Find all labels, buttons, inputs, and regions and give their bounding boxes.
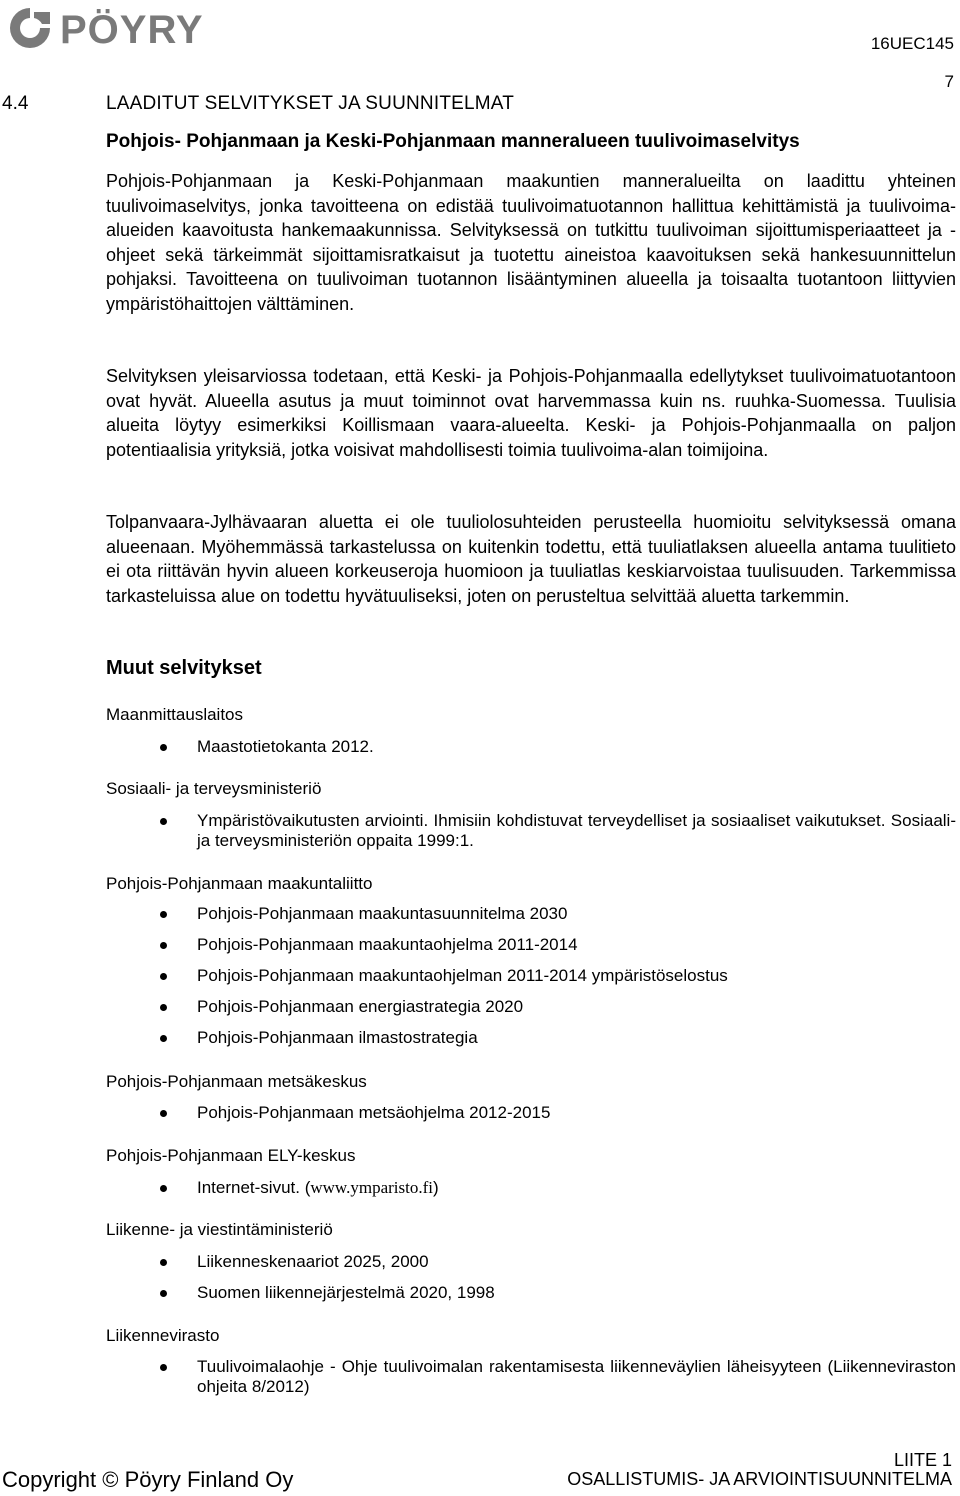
bullet-icon xyxy=(160,1185,167,1192)
reference-list xyxy=(160,811,956,851)
list-item: Maastotietokanta 2012. xyxy=(160,737,956,757)
bullet-icon xyxy=(160,942,167,949)
list-item: Pohjois-Pohjanmaan metsäohjelma 2012-2015 xyxy=(160,1103,956,1123)
section-subtitle: Pohjois- Pohjanmaan ja Keski-Pohjanmaan manneralueen tuulivoimaselvitys xyxy=(106,131,800,152)
organization-label: Pohjois-Pohjanmaan maakuntaliitto xyxy=(106,874,373,893)
reference-list xyxy=(160,1252,956,1303)
other-reports-heading: Muut selvitykset xyxy=(106,657,262,679)
bullet-icon xyxy=(160,911,167,918)
list-item: Ympäristövaikutusten arviointi. Ihmisiin kohdistuvat terveydelliset ja sosiaaliset vaikutukset. Sosiaali- ja terveysministeriön oppaita 1999:1. xyxy=(160,811,956,851)
page-number: 7 xyxy=(944,72,954,91)
organization-label: Pohjois-Pohjanmaan metsäkeskus xyxy=(106,1072,367,1091)
bullet-icon xyxy=(160,1259,167,1266)
list-item: Internet-sivut. (www.ymparisto.fi) xyxy=(160,1178,956,1198)
section-title: LAADITUT SELVITYKSET JA SUUNNITELMAT xyxy=(106,93,515,114)
organization-label: Pohjois-Pohjanmaan ELY-keskus xyxy=(106,1146,356,1165)
list-item: Pohjois-Pohjanmaan maakuntasuunnitelma 2030 xyxy=(160,904,956,924)
reference-list xyxy=(160,1103,956,1123)
poyry-logo xyxy=(6,4,266,52)
organization-label: Liikenne- ja viestintäministeriö xyxy=(106,1220,333,1239)
bullet-icon xyxy=(160,818,167,825)
bullet-icon xyxy=(160,1035,167,1042)
bullet-icon xyxy=(160,973,167,980)
list-item: Tuulivoimalaohje - Ohje tuulivoimalan rakentamisesta liikenneväylien läheisyyteen (Liikenneviraston ohjeita 8/2012) xyxy=(160,1357,956,1397)
footer-appendix: LIITE 1 xyxy=(893,1450,952,1470)
logo-text: PÖYRY xyxy=(60,8,204,52)
reference-list xyxy=(160,1357,956,1397)
organization-label: Maanmittauslaitos xyxy=(106,705,244,724)
bullet-icon xyxy=(160,1290,167,1297)
reference-list xyxy=(160,737,956,757)
list-item: Suomen liikennejärjestelmä 2020, 1998 xyxy=(160,1283,956,1303)
list-item: Pohjois-Pohjanmaan maakuntaohjelma 2011-2014 xyxy=(160,935,956,955)
list-item: Pohjois-Pohjanmaan ilmastostrategia xyxy=(160,1028,956,1048)
paragraph: Tolpanvaara-Jylhävaaran aluetta ei ole tuuliolosuhteiden perusteella huomioitu selvityksessä omana alueenaan. Myöhemmässä tarkastelussa on kuitenkin todettu, että tuuliatlaksen alueella antama tuulitieto ei ota riittävän hyvin alueen korkeuseroja huomioon ja tuuliatlas keskiarvoistaa tuulisuuden. Tarkemmissa tarkasteluissa alue on todettu hyvätuuliseksi, joten on perusteltua selvittää aluetta tarkemmin. xyxy=(106,512,956,606)
bullet-icon xyxy=(160,1110,167,1117)
organization-label: Liikennevirasto xyxy=(106,1326,220,1345)
bullet-icon xyxy=(160,1364,167,1371)
list-item: Pohjois-Pohjanmaan energiastrategia 2020 xyxy=(160,997,956,1017)
logo-mark-icon xyxy=(10,8,50,48)
reference-list xyxy=(160,1178,956,1198)
bullet-icon xyxy=(160,1004,167,1011)
reference-list xyxy=(160,904,956,1048)
website-link[interactable]: www.ymparisto.fi xyxy=(310,1178,433,1197)
list-item: Liikenneskenaariot 2025, 2000 xyxy=(160,1252,956,1272)
list-item: Pohjois-Pohjanmaan maakuntaohjelman 2011-2014 ympäristöselostus xyxy=(160,966,956,986)
footer-copyright: Copyright © Pöyry Finland Oy xyxy=(2,1467,294,1492)
document-id: 16UEC145 xyxy=(870,34,954,53)
paragraph: Pohjois-Pohjanmaan ja Keski-Pohjanmaan maakuntien manneralueilta on laadittu yhteinen tuulivoimaselvitys, jonka tavoitteena on edistää tuulivoimatuotannon hallittua kehittämistä ja tuulivoima-alueiden kaavoitusta hankemaakunnissa. Selvityksessä on tutkittu tuulivoiman sijoittumisperiaatteet ja -ohjeet sekä tärkeimmät sijoittamisratkaisut ja tuotettu aineistoa kaavoituksen sekä hankesuunnittelun pohjaksi. Tavoitteena on tuulivoiman tuotannon lisääntyminen alueella ja toisaalta tuotantoon liittyvien ympäristöhaittojen välttäminen. xyxy=(106,171,956,314)
bullet-icon xyxy=(160,744,167,751)
section-number: 4.4 xyxy=(2,93,29,114)
paragraph: Selvityksen yleisarviossa todetaan, että Keski- ja Pohjois-Pohjanmaalla edellytykset tuulivoimatuotantoon ovat hyvät. Alueella asutus ja muut toiminnot ovat harvemmassa kuin ns. ruuhka-Suomessa. Tuulisia alueita löytyy esimerkiksi Koillismaan vaara-alueelta. Keski- ja Pohjois-Pohjanmaalla on paljon potentiaalisia yrityksiä, jotka voisivat mahdollisesti toimia tuulivoima-alan toimijoina. xyxy=(106,366,956,460)
organization-label: Sosiaali- ja terveysministeriö xyxy=(106,779,322,798)
footer-document-title: OSALLISTUMIS- JA ARVIOINTISUUNNITELMA xyxy=(567,1469,952,1489)
